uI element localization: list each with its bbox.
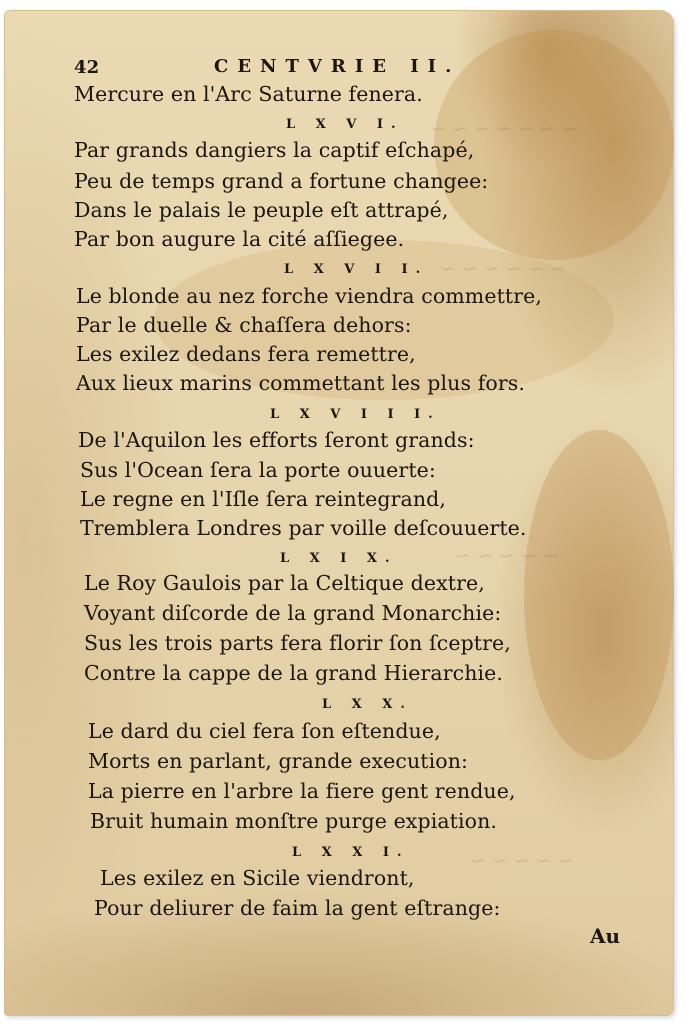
verse-line: Par grands dangiers la captif eſchapé, [74,138,475,162]
show-through-text: ~ ~ ~ ~ ~ ~ [440,258,566,280]
verse-line: Le blonde au nez forche viendra commettre, [76,284,543,308]
verse-line: Le regne en l'Iſle ſera reintegrand, [80,487,447,511]
quatrain-numeral: L X X I. [292,845,410,860]
verse-line: Pour deliurer de faim la gent eſtrange: [94,896,501,920]
verse-line: Le Roy Gaulois par la Celtique dextre, [84,571,485,595]
verse-line: Dans le palais le peuple eſt attrapé, [74,198,449,222]
verse-line: De l'Aquilon les efforts ſeront grands: [78,428,475,452]
verse-line: Les exilez dedans fera remettre, [76,342,416,366]
quatrain-numeral: L X I X. [280,551,398,566]
quatrain-numeral: L X X. [322,697,413,712]
verse-line: Peu de temps grand a fortune changee: [74,169,489,193]
verse-line: Contre la cappe de la grand Hierarchie. [84,661,504,685]
verse-line: Voyant diſcorde de la grand Monarchie: [84,601,502,625]
verse-line: Le dard du ciel fera ſon eſtendue, [88,719,441,743]
water-stain [524,430,674,760]
quatrain-numeral: L X V I. [286,117,404,132]
quatrain-numeral: L X V I I I. [270,407,441,422]
show-through-text: ~ ~ ~ ~ ~ [470,850,574,872]
opening-line: Mercure en l'Arc Saturne fenera. [74,82,423,106]
verse-line: Par le duelle & chaſſera dehors: [76,313,412,337]
verse-line: Les exilez en Sicile viendront, [100,866,415,890]
show-through-text: ~ ~ ~ ~ ~ ~ ~ [430,118,578,140]
verse-line: Morts en parlant, grande execution: [88,749,469,773]
verse-line: Tremblera Londres par voille deſcouuerte. [80,516,527,540]
verse-line: Bruit humain monſtre purge expiation. [90,809,498,833]
verse-line: La pierre en l'arbre la fiere gent rendue, [88,779,516,803]
show-through-text: ~ ~ ~ ~ ~ [455,545,559,567]
page-number: 42 [74,57,100,78]
verse-line: Aux lieux marins commettant les plus fors. [76,371,525,395]
quatrain-numeral: L X V I I. [284,262,429,277]
running-title: CENTVRIE II. [214,56,461,77]
verse-line: Sus les trois parts fera florir ſon ſceptre, [84,631,511,655]
verse-line: Par bon augure la cité aſſiegee. [74,227,405,251]
catchword: Au [590,924,621,948]
verse-line: Sus l'Ocean ſera la porte ouuerte: [80,458,436,482]
